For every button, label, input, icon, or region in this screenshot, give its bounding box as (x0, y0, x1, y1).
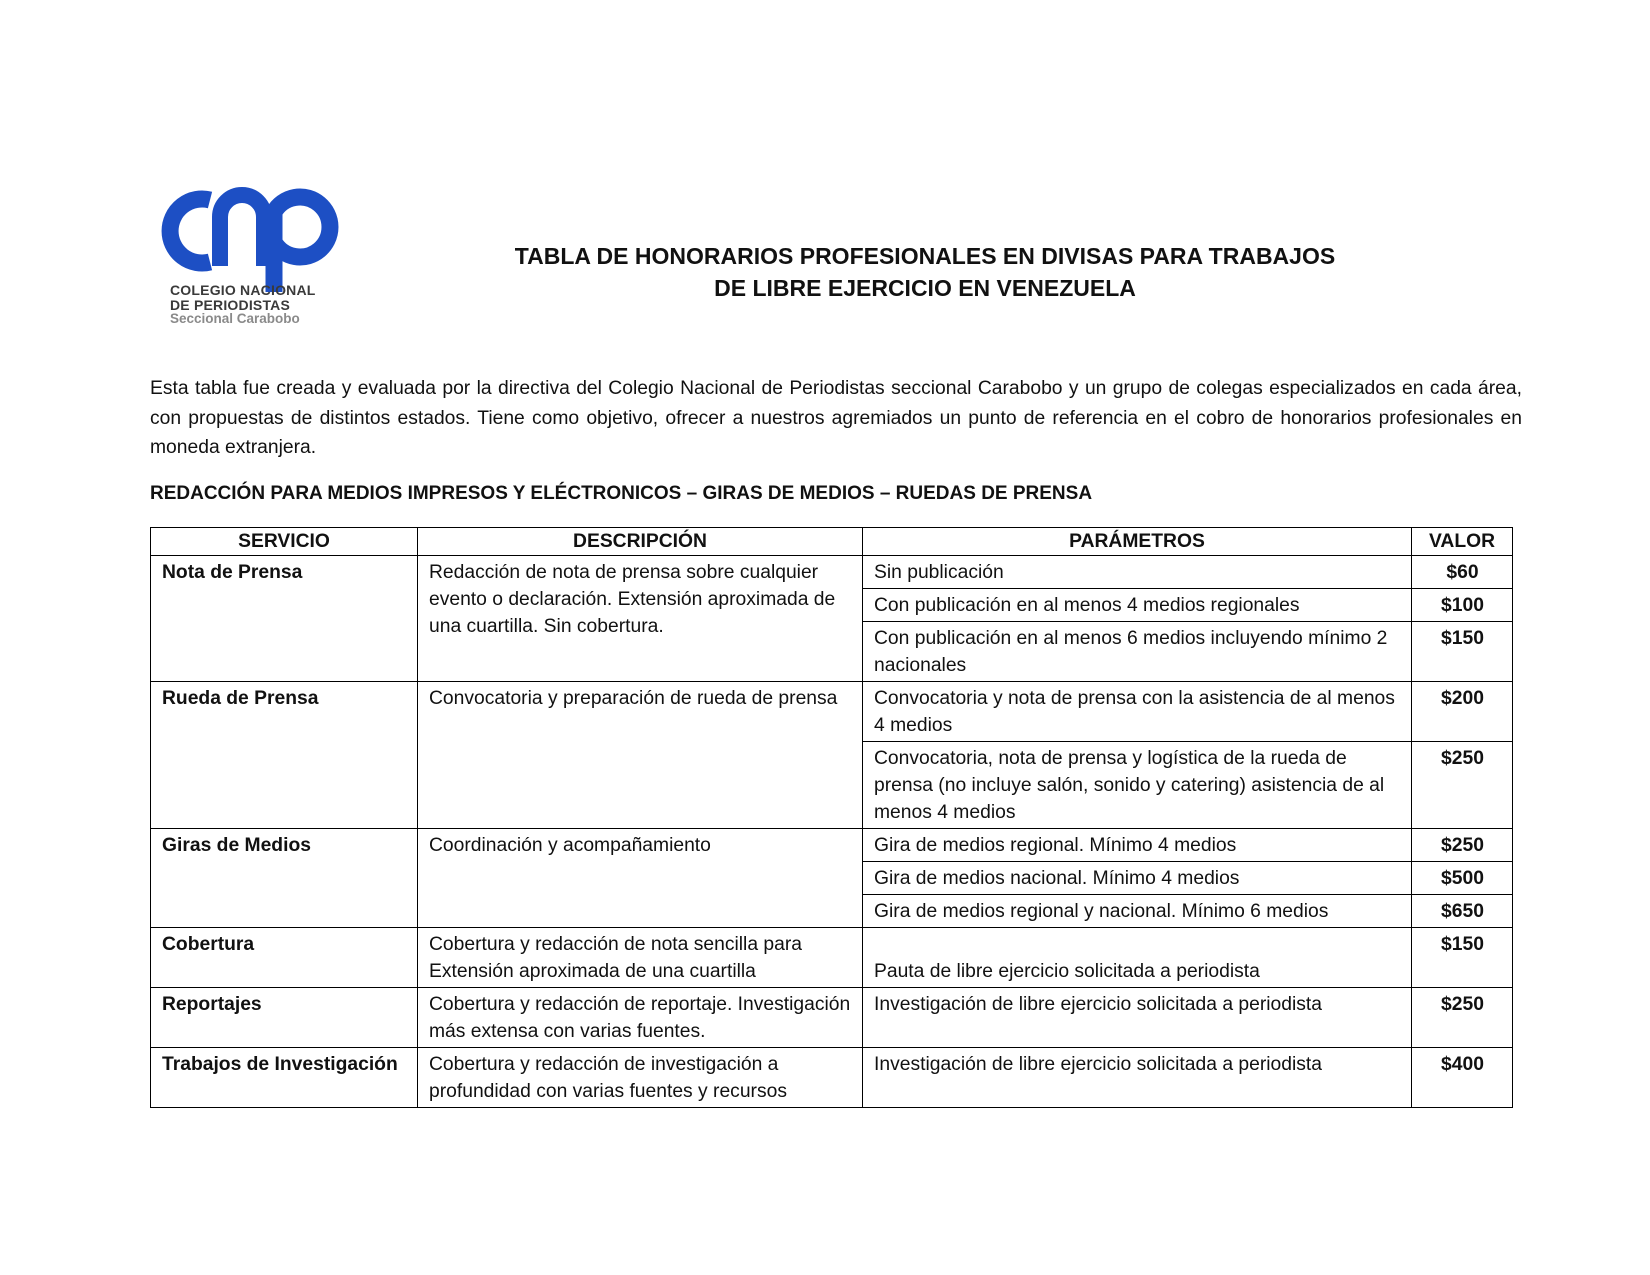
valor-cell: $150 (1412, 928, 1513, 988)
descripcion-cell: Cobertura y redacción de nota sencilla para Extensión aproximada de una cuartilla (418, 928, 863, 988)
parametro-cell: Convocatoria y nota de prensa con la asistencia de al menos 4 medios (863, 682, 1412, 742)
parametro-cell: Investigación de libre ejercicio solicitada a periodista (863, 1048, 1412, 1108)
valor-cell: $650 (1412, 895, 1513, 928)
table-row (151, 556, 1513, 589)
fees-table (150, 527, 1513, 1108)
page-title-line2: DE LIBRE EJERCICIO EN VENEZUELA (714, 275, 1136, 301)
table-row (151, 928, 1513, 988)
descripcion-cell: Coordinación y acompañamiento (418, 829, 863, 928)
header-parametros: PARÁMETROS (863, 528, 1412, 556)
parametro-cell: Pauta de libre ejercicio solicitada a periodista (863, 928, 1412, 988)
parametro-cell: Gira de medios regional. Mínimo 4 medios (863, 829, 1412, 862)
servicio-cell: Reportajes (151, 988, 418, 1048)
parametro-cell: Sin publicación (863, 556, 1412, 589)
parametro-cell: Convocatoria, nota de prensa y logística de la rueda de prensa (no incluye salón, sonido y catering) asistencia de al menos 4 medios (863, 742, 1412, 829)
table-header-row (151, 528, 1513, 556)
logo-org-line2: DE PERIODISTAS (170, 297, 291, 313)
logo-org-line3: Seccional Carabobo (170, 311, 300, 326)
valor-cell: $500 (1412, 862, 1513, 895)
table-row (151, 829, 1513, 862)
header-valor: VALOR (1412, 528, 1513, 556)
table-row (151, 682, 1513, 742)
table-row (151, 988, 1513, 1048)
valor-cell: $60 (1412, 556, 1513, 589)
valor-cell: $200 (1412, 682, 1513, 742)
descripcion-cell: Cobertura y redacción de reportaje. Investigación más extensa con varias fuentes. (418, 988, 863, 1048)
logo-org-line1: COLEGIO NACIONAL (170, 282, 316, 298)
table-row (151, 1048, 1513, 1108)
servicio-cell: Giras de Medios (151, 829, 418, 928)
valor-cell: $250 (1412, 988, 1513, 1048)
valor-cell: $250 (1412, 742, 1513, 829)
valor-cell: $150 (1412, 622, 1513, 682)
valor-cell: $100 (1412, 589, 1513, 622)
servicio-cell: Trabajos de Investigación (151, 1048, 418, 1108)
section-title: REDACCIÓN PARA MEDIOS IMPRESOS Y ELÉCTRONICOS – GIRAS DE MEDIOS – RUEDAS DE PRENSA (150, 483, 1093, 504)
parametro-cell: Con publicación en al menos 4 medios regionales (863, 589, 1412, 622)
page-title (380, 240, 1470, 304)
parametro-cell: Con publicación en al menos 6 medios incluyendo mínimo 2 nacionales (863, 622, 1412, 682)
header-descripcion: DESCRIPCIÓN (418, 528, 863, 556)
descripcion-cell: Convocatoria y preparación de rueda de prensa (418, 682, 863, 829)
servicio-cell: Cobertura (151, 928, 418, 988)
parametro-cell: Investigación de libre ejercicio solicitada a periodista (863, 988, 1412, 1048)
parametro-cell: Gira de medios nacional. Mínimo 4 medios (863, 862, 1412, 895)
intro-paragraph: Esta tabla fue creada y evaluada por la directiva del Colegio Nacional de Periodistas seccional Carabobo y un grupo de colegas especializados en cada área, con propuestas de distintos estados. Tiene como objetivo, ofrecer a nuestros agremiados un punto de referencia en el cobro de honorarios profesionales en moneda extranjera. (150, 378, 1522, 458)
parametro-cell: Gira de medios regional y nacional. Mínimo 6 medios (863, 895, 1412, 928)
page-title-line1: TABLA DE HONORARIOS PROFESIONALES EN DIVISAS PARA TRABAJOS (514, 243, 1336, 269)
valor-cell: $400 (1412, 1048, 1513, 1108)
descripcion-cell: Redacción de nota de prensa sobre cualquier evento o declaración. Extensión aproximada de una cuartilla. Sin cobertura. (418, 556, 863, 682)
descripcion-cell: Cobertura y redacción de investigación a profundidad con varias fuentes y recursos (418, 1048, 863, 1108)
servicio-cell: Nota de Prensa (151, 556, 418, 682)
header-servicio: SERVICIO (151, 528, 418, 556)
valor-cell: $250 (1412, 829, 1513, 862)
servicio-cell: Rueda de Prensa (151, 682, 418, 829)
